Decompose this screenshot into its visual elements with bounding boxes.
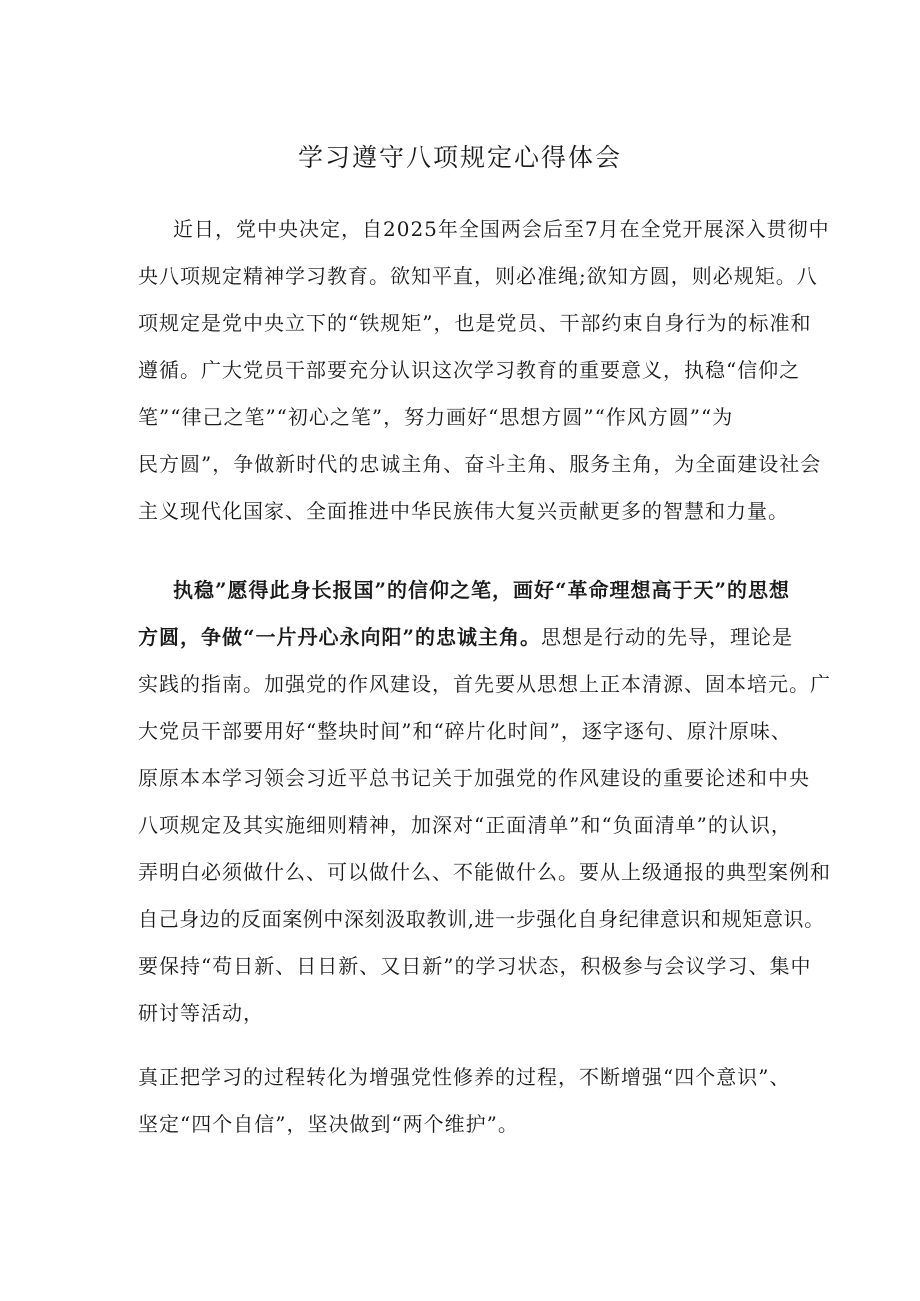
paragraph-line: 八项规定及其实施细则精神，加深对“正面清单”和“负面清单”的认识， <box>138 813 792 837</box>
paragraph-line <box>138 621 793 653</box>
paragraph-line: 笔”“律己之笔”“初心之笔”，努力画好“思想方圆”“作风方圆”“为 <box>138 405 734 429</box>
paragraph-heading-text: 方圆，争做“一片丹心永向阳”的忠诚主角。 <box>138 625 542 649</box>
paragraph-line: 原原本本学习领会习近平总书记关于加强党的作风建设的重要论述和中央 <box>138 766 810 790</box>
document-title: 学习遵守八项规定心得体会 <box>297 143 622 172</box>
paragraph-line: 大党员干部要用好“整块时间”和“碎片化时间”，逐字逐句、原汁原味、 <box>138 719 792 743</box>
paragraph-line: 真正把学习的过程转化为增强党性修养的过程，不断增强“四个意识”、 <box>138 1065 791 1089</box>
paragraph-line: 项规定是党中央立下的“铁规矩”，也是党员、干部约束自身行为的标准和 <box>138 311 812 335</box>
paragraph-line: 遵循。广大党员干部要充分认识这次学习教育的重要意义，执稳“信仰之 <box>138 358 801 382</box>
paragraph-line: 主义现代化国家、全面推进中华民族伟大复兴贡献更多的智慧和力量。 <box>138 499 789 523</box>
paragraph-text: 思想是行动的先导，理论是 <box>541 625 794 649</box>
paragraph-line: 近日，党中央决定，自2025年全国两会后至7月在全党开展深入贯彻中 <box>173 217 830 241</box>
paragraph-line: 弄明白必须做什么、可以做什么、不能做什么。要从上级通报的典型案例和 <box>138 860 831 884</box>
paragraph-line: 央八项规定精神学习教育。欲知平直，则必准绳;欲知方圆，则必规矩。八 <box>138 264 818 288</box>
paragraph-line: 实践的指南。加强党的作风建设，首先要从思想上正本清源、固本培元。广 <box>138 672 831 696</box>
paragraph-heading-line: 执稳”愿得此身长报国”的信仰之笔，画好“革命理想高于天”的思想 <box>173 578 791 602</box>
paragraph-line: 民方圆”，争做新时代的忠诚主角、奋斗主角、服务主角，为全面建设社会 <box>138 452 822 476</box>
paragraph-line: 研讨等活动， <box>138 1001 264 1025</box>
paragraph-line: 坚定“四个自信”，坚决做到“两个维护”。 <box>138 1112 519 1136</box>
paragraph-line: 自己身边的反面案例中深刻汲取教训,进一步强化自身纪律意识和规矩意识。 <box>138 907 825 931</box>
paragraph-line: 要保持“苟日新、日日新、又日新”的学习状态，积极参与会议学习、集中 <box>138 954 812 978</box>
